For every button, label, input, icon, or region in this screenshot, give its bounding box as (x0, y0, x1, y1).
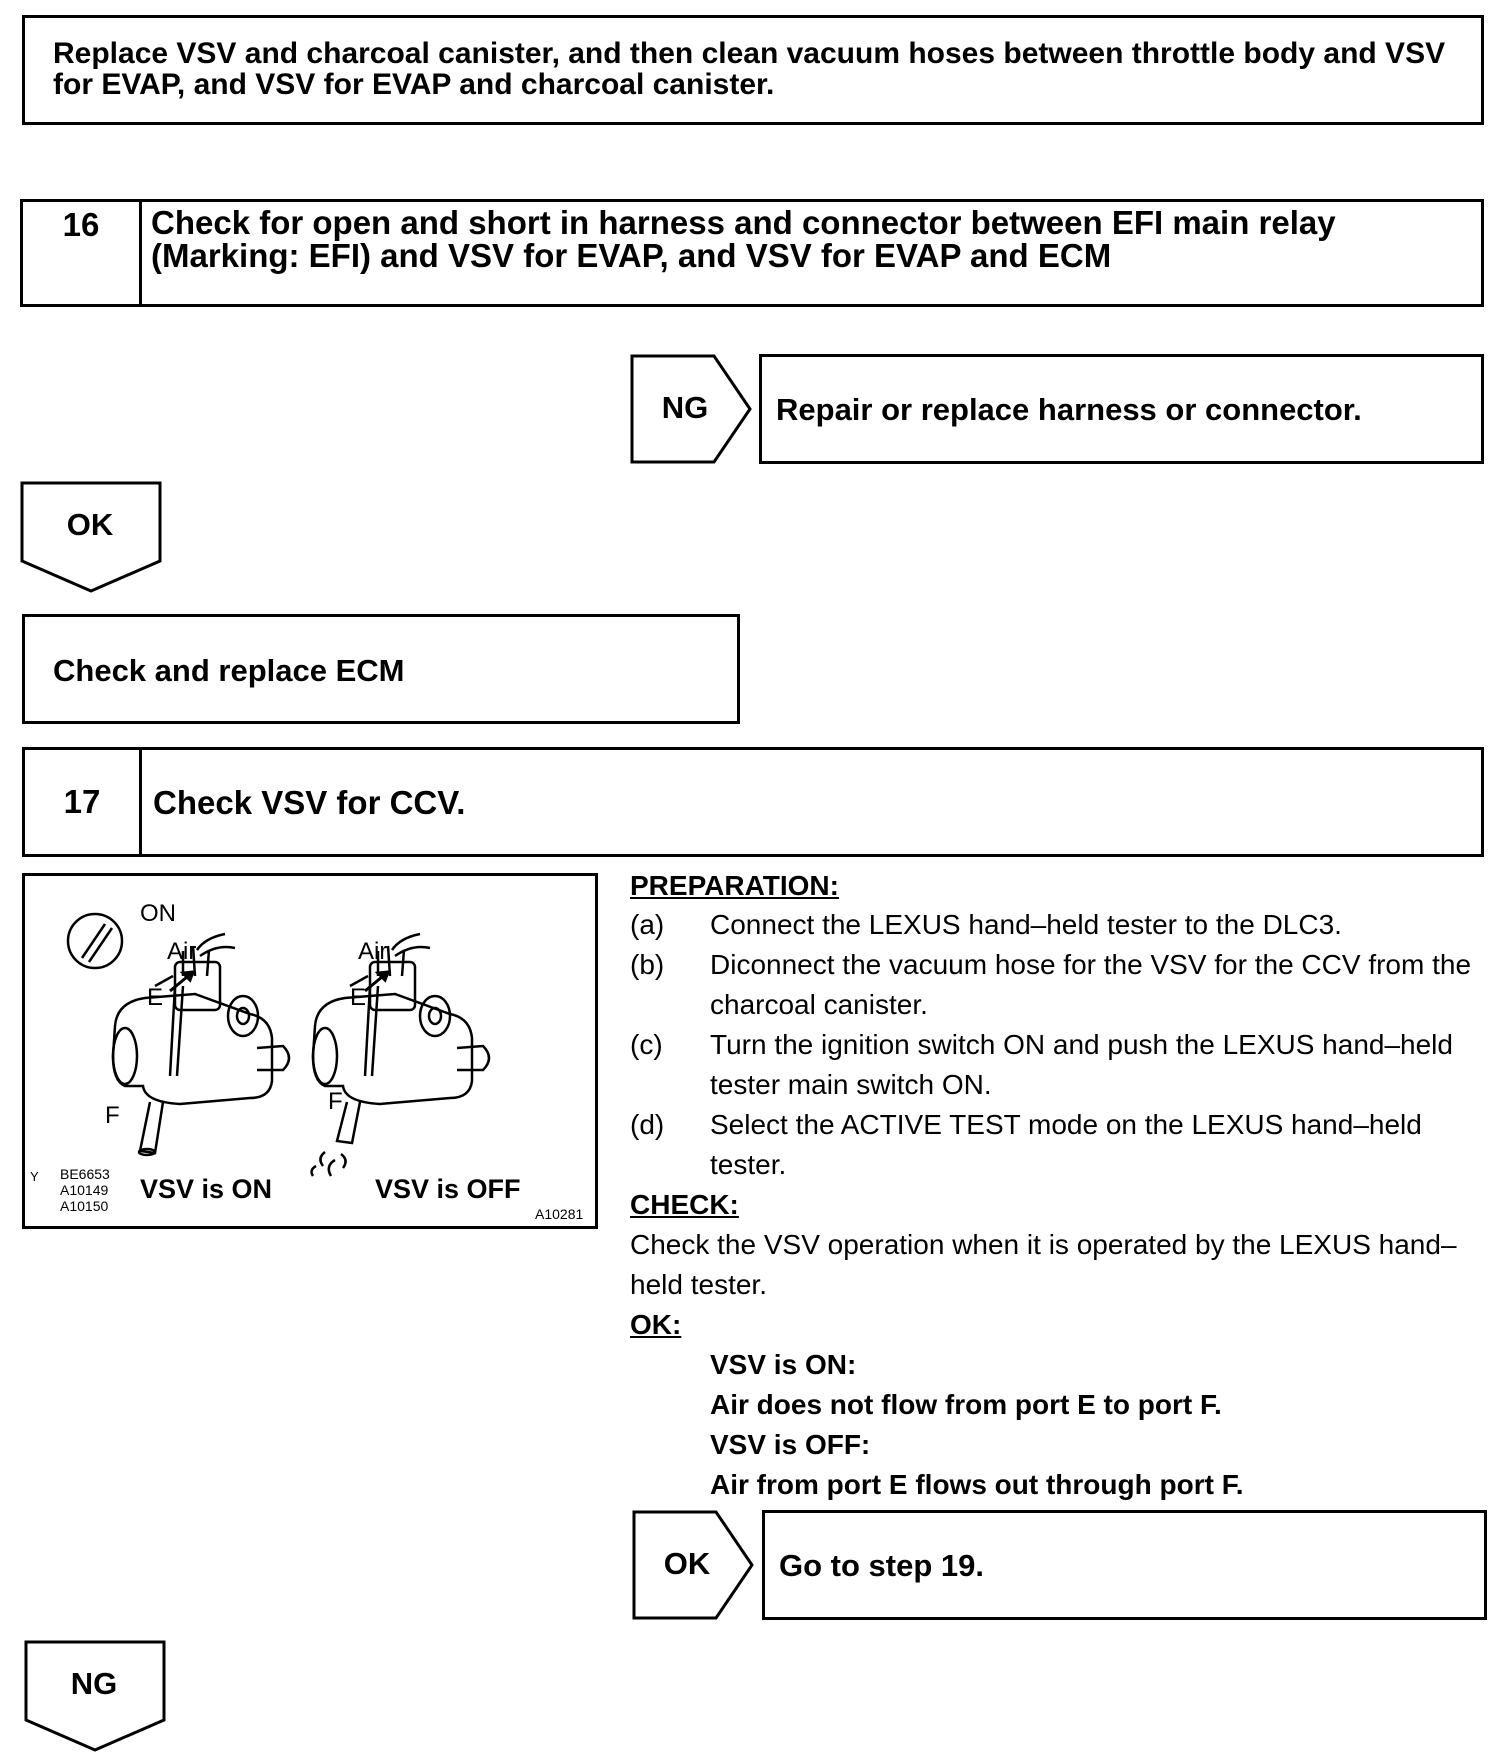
prep-item-d (630, 1105, 1492, 1185)
figure-e-left: E (147, 984, 164, 1011)
check-text: Check the VSV operation when it is operated by the LEXUS hand–held tester. (630, 1229, 1457, 1300)
step-16-header (20, 199, 1484, 307)
figure-code-1: BE6653 (60, 1166, 110, 1182)
check-replace-ecm-box (22, 614, 740, 724)
prep-item-a (630, 905, 1492, 945)
prep-item-a-text: Connect the LEXUS hand–held tester to the DLC3. (710, 909, 1342, 940)
vsv-right-body (312, 934, 489, 1176)
go-to-step-19-box (762, 1510, 1487, 1620)
ng-label-17: NG (70, 1666, 118, 1701)
ng-label-16: NG (661, 390, 709, 425)
replace-vsv-box (22, 15, 1484, 125)
figure-code-2: A10149 (60, 1182, 109, 1198)
caption-vsv-off: VSV is OFF (375, 1174, 521, 1204)
vsv-illustration (22, 873, 598, 1229)
prep-item-c-label: (c) (630, 1029, 663, 1060)
prep-item-b (630, 945, 1492, 1025)
prep-item-d-text: Select the ACTIVE TEST mode on the LEXUS hand–held tester. (710, 1109, 1422, 1180)
caption-vsv-on: VSV is ON (140, 1174, 273, 1204)
figure-air-right: Air (358, 938, 388, 965)
ok-spec-line-3: VSV is OFF: (710, 1429, 871, 1460)
vsv-left-arrow (170, 972, 193, 991)
step-16-title: Check for open and short in harness and connector between EFI main relay (Marking: EFI) and VSV for EVAP, and VSV for EVAP and ECM (151, 204, 1336, 274)
step-17-number: 17 (25, 750, 142, 854)
figure-code-3: A10150 (60, 1198, 109, 1214)
ok-label-17: OK (663, 1546, 711, 1581)
check-replace-ecm-text: Check and replace ECM (53, 653, 405, 688)
repair-harness-text: Repair or replace harness or connector. (776, 392, 1362, 427)
vsv-left-body (113, 934, 289, 1155)
repair-harness-box (759, 354, 1484, 464)
prep-item-b-text: Diconnect the vacuum hose for the VSV for the CCV from the charcoal canister. (710, 949, 1472, 1020)
vsv-right-arrow (365, 972, 388, 991)
replace-vsv-text: Replace VSV and charcoal canister, and then clean vacuum hoses between throttle body and VSV for EVAP, and VSV for EVAP and charcoal canister. (53, 37, 1446, 101)
step-17-title: Check VSV for CCV. (153, 784, 466, 821)
preparation-header: PREPARATION: (630, 870, 839, 901)
figure-air-left: Air (167, 938, 197, 965)
go-to-step-19-text: Go to step 19. (779, 1548, 984, 1583)
prep-item-a-label: (a) (630, 909, 665, 940)
figure-f-right: F (328, 1088, 343, 1115)
ok-spec-line-2: Air does not flow from port E to port F. (710, 1389, 1222, 1420)
preparation-list (630, 905, 1492, 1505)
prep-item-c-text: Turn the ignition switch ON and push the LEXUS hand–held tester main switch ON. (710, 1029, 1453, 1100)
prep-item-c (630, 1025, 1492, 1105)
figure-y-mark: Y (30, 1169, 39, 1184)
figure-on-label: ON (140, 900, 176, 927)
figure-f-left: F (105, 1102, 120, 1129)
ok-spec-line-4: Air from port E flows out through port F. (710, 1469, 1244, 1500)
check-header: CHECK: (630, 1189, 739, 1220)
prep-item-d-label: (d) (630, 1109, 665, 1140)
ok-label-16: OK (66, 507, 114, 542)
figure-e-right: E (350, 984, 367, 1011)
step-17-header (22, 747, 1484, 857)
prep-item-b-label: (b) (630, 949, 665, 980)
ok-spec-header: OK: (630, 1309, 682, 1340)
ok-spec-line-1: VSV is ON: (710, 1349, 857, 1380)
step-16-number: 16 (23, 202, 142, 304)
figure-id: A10281 (535, 1206, 584, 1222)
ignition-key-icon (68, 914, 122, 968)
